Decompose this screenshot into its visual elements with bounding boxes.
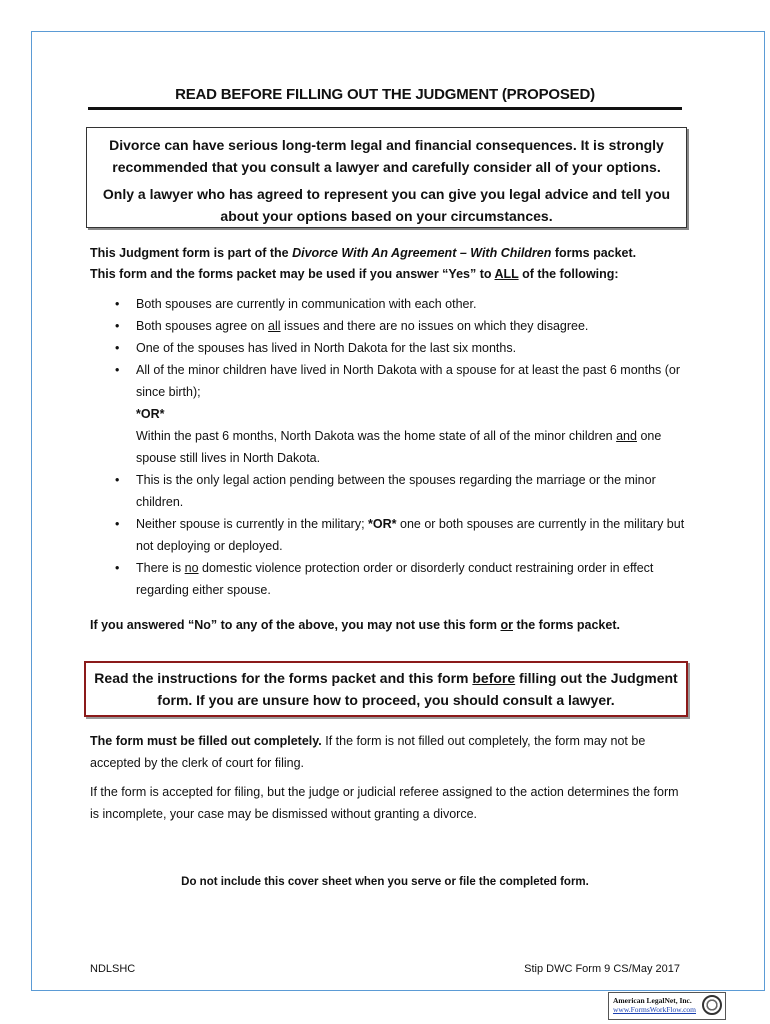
instructions-box	[84, 661, 688, 717]
packet-name: Divorce With An Agreement – With Children	[292, 246, 552, 260]
complete-paragraph	[90, 730, 690, 774]
list-item	[90, 557, 690, 601]
bullet-icon: •	[115, 473, 120, 487]
list-item	[90, 293, 690, 315]
criterion-emphasis: no	[184, 561, 199, 575]
incomplete-paragraph: If the form is accepted for filing, but the judge or judicial referee assigned to the action determines the form is incomplete, your case may be dismissed without granting a divorce.	[90, 785, 679, 821]
instructions-part: filling out the Judgment form. If you are unsure how to proceed, you should consult a lawyer.	[157, 670, 678, 708]
footer-form-id: Stip DWC Form 9 CS/May 2017	[524, 963, 680, 975]
intro-part: forms packet.	[551, 246, 637, 260]
criterion-text: one or both spouses are currently in the military but not deploying or deployed.	[136, 517, 685, 553]
logo-url-link[interactable]: www.FormsWorkFlow.com	[613, 1005, 697, 1014]
bullet-icon: •	[115, 341, 120, 355]
seal-icon	[702, 995, 722, 1015]
criterion-text: Within the past 6 months, North Dakota was the home state of all of the minor children	[136, 429, 617, 443]
list-item	[90, 315, 690, 337]
criterion-text: There is	[136, 561, 185, 575]
complete-text: If the form is not filled out completely, the form may not be accepted by the clerk of court for filing.	[90, 734, 646, 770]
criterion-emphasis: all	[268, 319, 281, 333]
or-separator: *OR*	[136, 407, 165, 421]
cover-sheet-note: Do not include this cover sheet when you serve or file the completed form.	[181, 876, 589, 888]
criterion-text: Both spouses agree on	[136, 319, 269, 333]
criterion-text: One of the spouses has lived in North Dakota for the last six months.	[136, 341, 517, 355]
or-separator: *OR*	[368, 517, 397, 531]
intro-part: This form and the forms packet may be used if you answer “Yes” to	[90, 267, 495, 281]
criterion-text: All of the minor children have lived in North Dakota with a spouse for at least the past 6 months (or since birth);	[136, 363, 681, 399]
list-item	[90, 513, 690, 557]
warning-box	[86, 127, 687, 228]
note-part: If you answered “No” to any of the above, you may not use this form	[90, 618, 501, 632]
criterion-emphasis: and	[616, 429, 637, 443]
or-emphasis: or	[500, 618, 513, 632]
all-emphasis: ALL	[494, 267, 519, 281]
logo-company: American LegalNet, Inc.	[613, 996, 692, 1005]
complete-emphasis: The form must be filled out completely.	[90, 734, 322, 748]
criterion-text: Neither spouse is currently in the military;	[136, 517, 369, 531]
list-item	[90, 359, 690, 469]
intro-text	[90, 243, 690, 285]
note-part: the forms packet.	[512, 618, 620, 632]
criterion-text: one spouse still lives in North Dakota.	[136, 429, 662, 465]
title-underline	[88, 107, 682, 110]
criterion-text: issues and there are no issues on which they disagree.	[280, 319, 589, 333]
before-emphasis: before	[472, 670, 516, 686]
warning-line-2: Only a lawyer who has agreed to represent you can give you legal advice and tell you about your options based on your circumstances.	[102, 186, 671, 224]
intro-part: This Judgment form is part of the	[90, 246, 293, 260]
footer-left: NDLSHC	[90, 963, 136, 975]
bullet-icon: •	[115, 517, 120, 531]
warning-line-1: Divorce can have serious long-term legal and financial consequences. It is strongly recommended that you consult a lawyer and carefully consider all of your options.	[109, 137, 664, 175]
bullet-icon: •	[115, 297, 120, 311]
criterion-text: This is the only legal action pending between the spouses regarding the marriage or the minor children.	[136, 473, 656, 509]
answered-no-note	[90, 618, 690, 632]
bullet-icon: •	[115, 561, 120, 575]
criteria-list	[90, 293, 690, 601]
intro-part: of the following:	[518, 267, 619, 281]
list-item	[90, 469, 690, 513]
page-title: READ BEFORE FILLING OUT THE JUDGMENT (PROPOSED)	[175, 86, 595, 103]
list-item	[90, 337, 690, 359]
instructions-part: Read the instructions for the forms packet and this form	[94, 670, 473, 686]
legalnet-logo[interactable]	[608, 992, 726, 1020]
bullet-icon: •	[115, 319, 120, 333]
criterion-text: Both spouses are currently in communication with each other.	[136, 297, 477, 311]
criterion-text: domestic violence protection order or disorderly conduct restraining order in effect regarding either spouse.	[136, 561, 654, 597]
bullet-icon: •	[115, 363, 120, 377]
